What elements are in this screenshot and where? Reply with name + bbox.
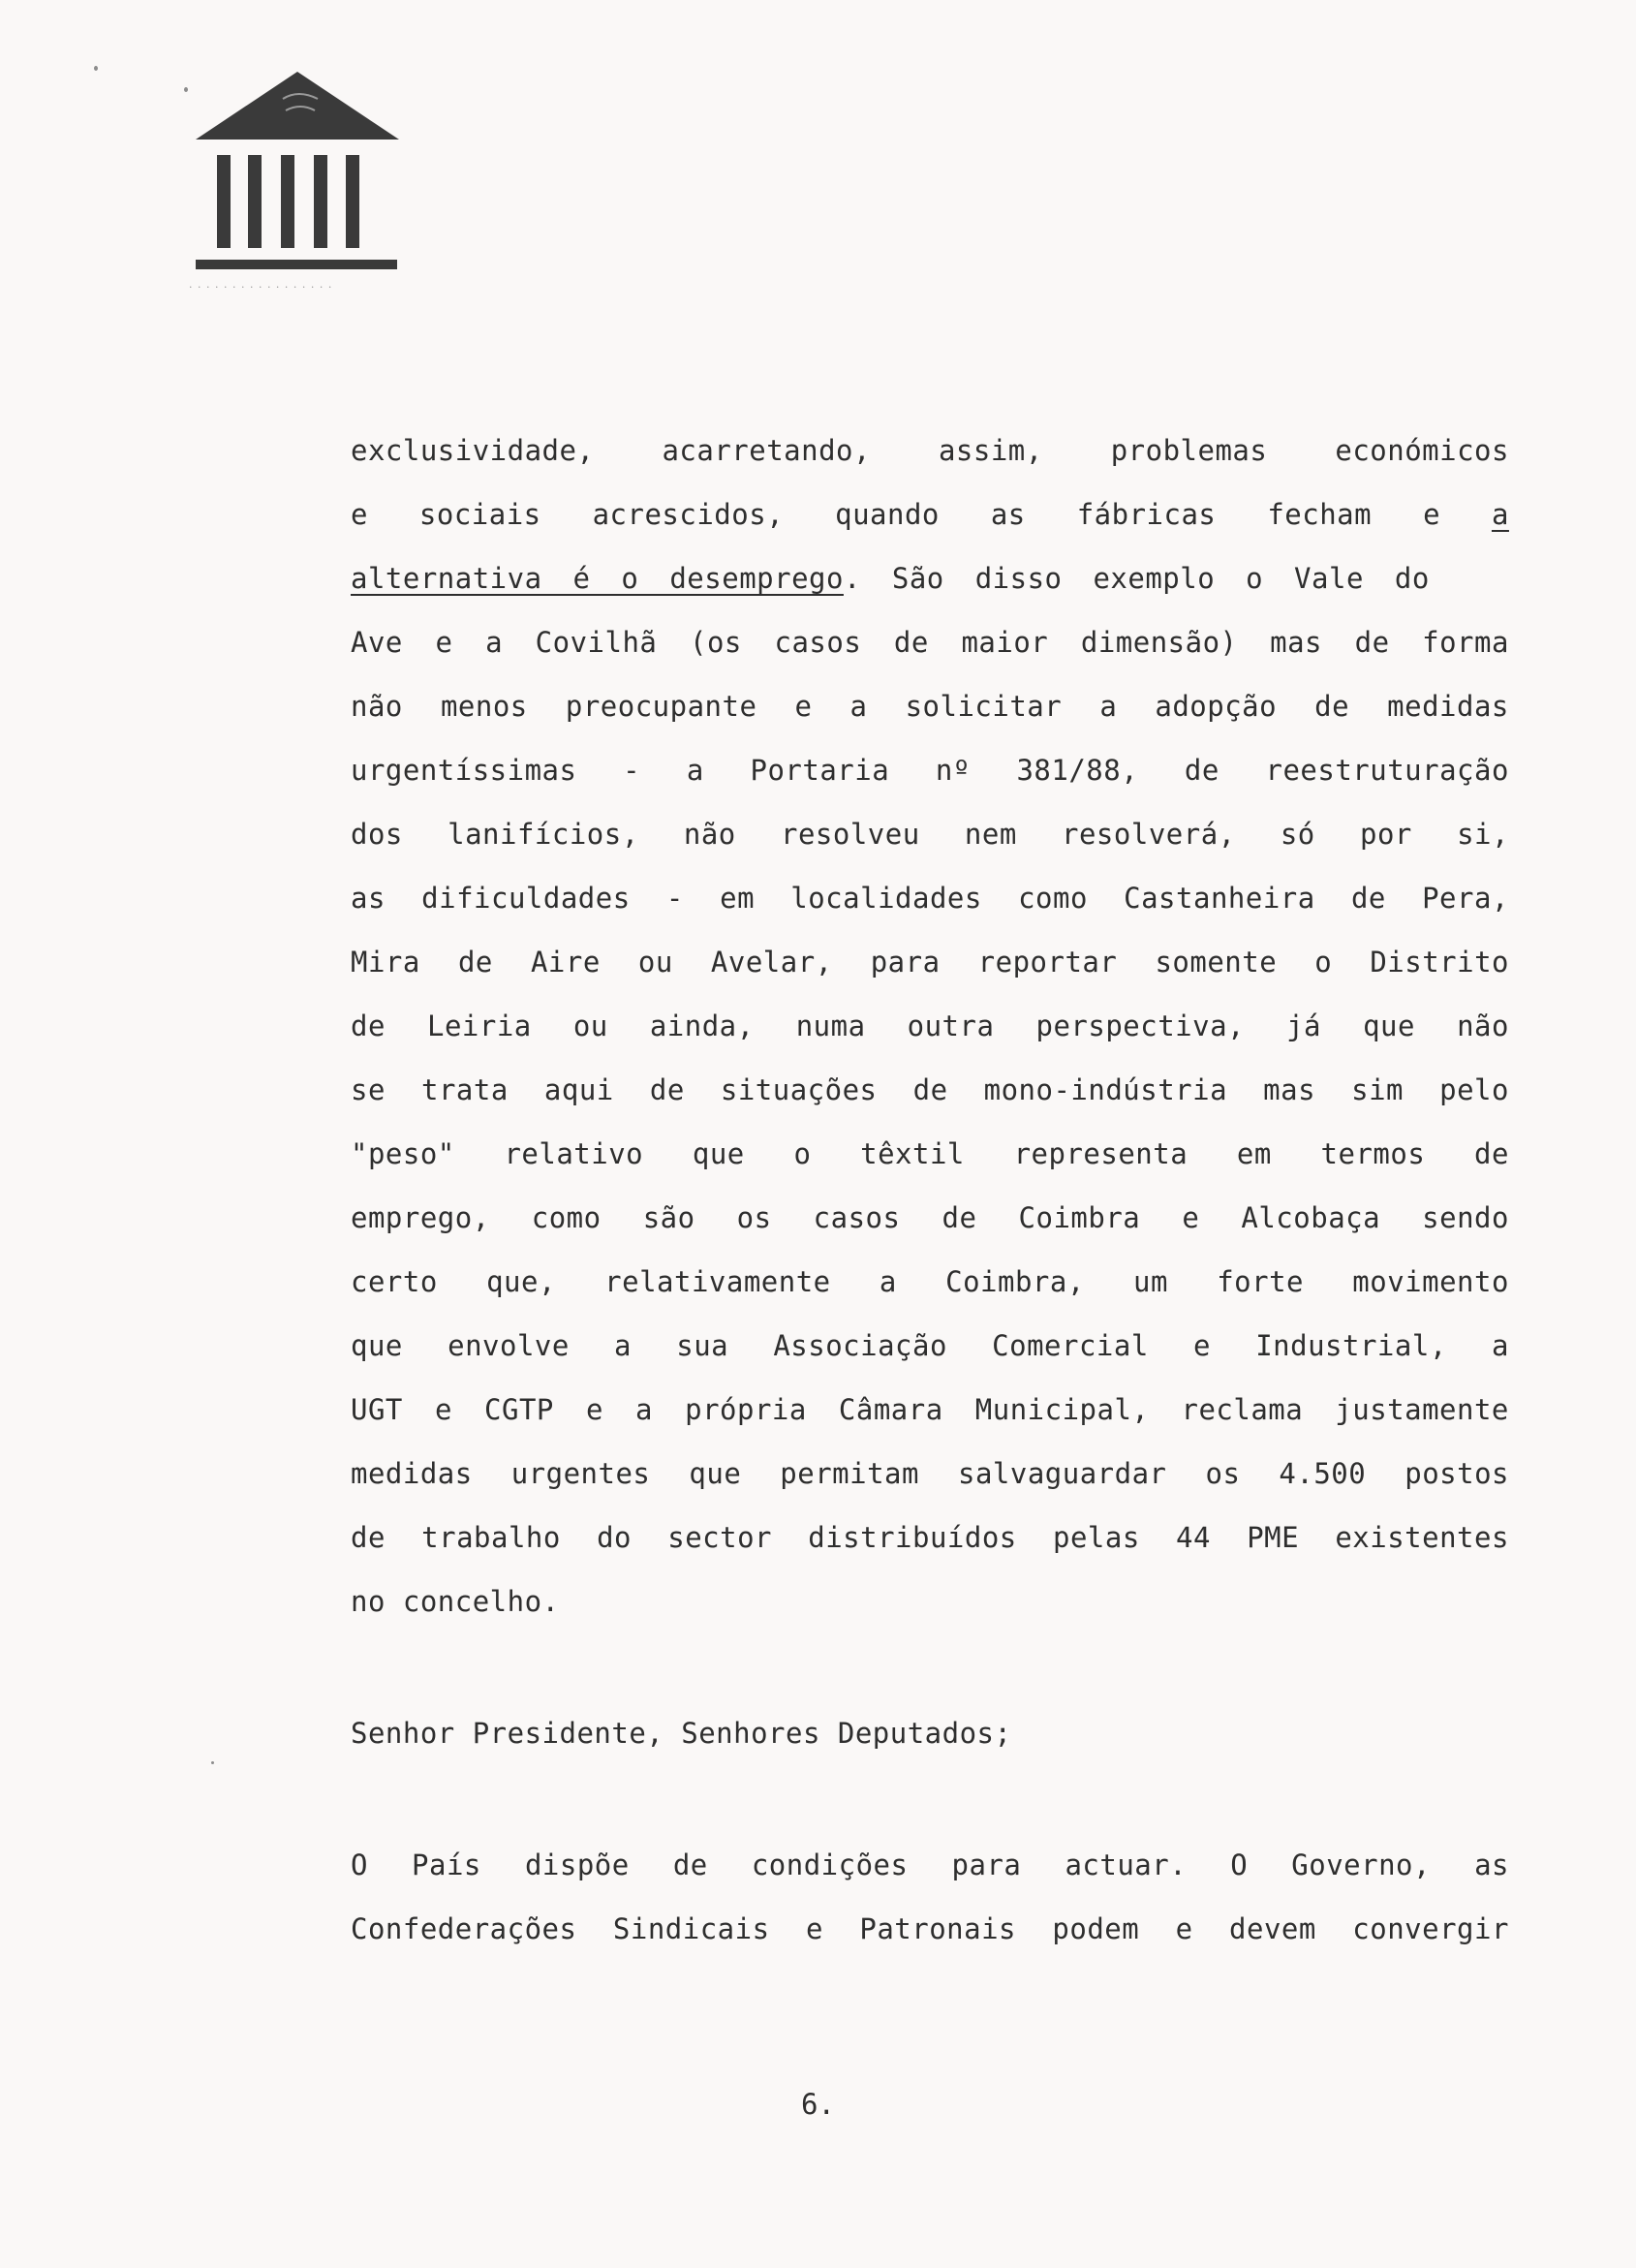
- word: Distrito: [1370, 946, 1509, 979]
- underlined-phrase: alternativa é o desemprego: [351, 562, 844, 595]
- word: acrescidos,: [592, 498, 785, 531]
- text-line: [351, 1058, 1509, 1122]
- text-line: [351, 1378, 1509, 1442]
- word: e: [351, 498, 368, 531]
- word: Confederações: [351, 1912, 577, 1945]
- word: existentes: [1335, 1521, 1509, 1554]
- word: trabalho: [421, 1521, 561, 1554]
- word: e: [794, 690, 813, 723]
- word: a: [1492, 1329, 1509, 1362]
- page-number: 6.: [801, 2088, 835, 2121]
- text-line: [351, 994, 1509, 1058]
- paragraph-1: [351, 419, 1509, 1633]
- word: sua: [676, 1329, 729, 1362]
- word: relativamente: [604, 1265, 831, 1298]
- word: perspectiva,: [1035, 1010, 1246, 1042]
- word: UGT: [351, 1393, 403, 1426]
- word: de: [1354, 626, 1390, 659]
- word: (os: [689, 626, 742, 659]
- word: reclama: [1181, 1393, 1304, 1426]
- word: Aire: [530, 946, 601, 979]
- word: em: [720, 882, 756, 915]
- word: de: [351, 1010, 386, 1042]
- text-line: [351, 1186, 1509, 1250]
- word: e: [1182, 1201, 1200, 1234]
- word: a: [879, 1265, 897, 1298]
- word: para: [870, 946, 941, 979]
- word: somente: [1155, 946, 1278, 979]
- scan-speck: [184, 87, 188, 92]
- word: a: [485, 626, 504, 659]
- word: salvaguardar: [957, 1457, 1167, 1490]
- word: e: [1423, 498, 1441, 531]
- word: reportar: [977, 946, 1118, 979]
- word: de: [1474, 1137, 1509, 1170]
- word: forte: [1217, 1265, 1305, 1298]
- word: não: [351, 690, 403, 723]
- word: 44: [1176, 1521, 1211, 1554]
- salutation: Senhor Presidente, Senhores Deputados;: [351, 1717, 1012, 1750]
- word: mas: [1270, 626, 1322, 659]
- word: localidades: [790, 882, 982, 915]
- word: urgentes: [510, 1457, 651, 1490]
- text-line: [351, 610, 1509, 674]
- word: nº: [935, 754, 971, 787]
- word: relativo: [504, 1137, 644, 1170]
- body-text: [351, 419, 1509, 1961]
- word: medidas: [1387, 690, 1509, 723]
- word: termos: [1320, 1137, 1426, 1170]
- word: certo: [351, 1265, 438, 1298]
- word: e: [1193, 1329, 1211, 1362]
- word: O: [351, 1849, 368, 1881]
- word: e: [585, 1393, 603, 1426]
- word: de: [941, 1201, 977, 1234]
- word: solicitar: [905, 690, 1063, 723]
- text-line: [351, 1897, 1509, 1961]
- word: casos: [774, 626, 862, 659]
- word: de: [649, 1073, 685, 1106]
- word: em: [1236, 1137, 1272, 1170]
- word: ainda,: [649, 1010, 755, 1042]
- word: movimento: [1352, 1265, 1509, 1298]
- word: devem: [1229, 1912, 1316, 1945]
- word: ou: [572, 1010, 608, 1042]
- word: um: [1133, 1265, 1168, 1298]
- word: numa: [795, 1010, 866, 1042]
- parliament-building-icon: [194, 70, 402, 302]
- word: quando: [835, 498, 940, 531]
- word: para: [951, 1849, 1022, 1881]
- text-line: [351, 866, 1509, 930]
- word: de: [1350, 882, 1386, 915]
- word: -: [665, 882, 684, 915]
- word: emprego,: [351, 1201, 490, 1234]
- word: não: [683, 818, 736, 851]
- word: pelo: [1439, 1073, 1509, 1106]
- word: dispõe: [524, 1849, 630, 1881]
- word: e: [1175, 1912, 1193, 1945]
- word: Associação: [773, 1329, 947, 1362]
- word: Comercial: [992, 1329, 1149, 1362]
- word: Câmara: [838, 1393, 943, 1426]
- word: as: [990, 498, 1026, 531]
- scan-speck: [211, 1761, 214, 1764]
- word: e: [434, 1393, 452, 1426]
- word: pelas: [1052, 1521, 1140, 1554]
- word: se: [351, 1073, 386, 1106]
- word: própria: [685, 1393, 807, 1426]
- word: ou: [637, 946, 673, 979]
- text-line: [351, 546, 1509, 610]
- word: situações: [720, 1073, 878, 1106]
- word: já: [1286, 1010, 1322, 1042]
- word: menos: [440, 690, 528, 723]
- word: resolveu: [781, 818, 920, 851]
- word: o: [793, 1137, 812, 1170]
- word: permitam: [780, 1457, 919, 1490]
- word: Pera,: [1422, 882, 1509, 915]
- word: dimensão): [1080, 626, 1238, 659]
- text-line: [351, 738, 1509, 802]
- word: CGTP: [484, 1393, 554, 1426]
- word: País: [412, 1849, 481, 1881]
- word: aqui: [543, 1073, 614, 1106]
- line-rest: . São disso exemplo o Vale do: [843, 562, 1430, 595]
- word: podem: [1052, 1912, 1140, 1945]
- word: PME: [1247, 1521, 1300, 1554]
- word: condições: [751, 1849, 909, 1881]
- word: a: [1099, 690, 1118, 723]
- word: Covilhã: [535, 626, 658, 659]
- word: a: [614, 1329, 633, 1362]
- word: os: [1205, 1457, 1241, 1490]
- word: acarretando,: [662, 434, 871, 467]
- word: têxtil: [860, 1137, 965, 1170]
- scan-speck: [94, 66, 98, 71]
- word: que: [351, 1329, 403, 1362]
- word: reestruturação: [1265, 754, 1509, 787]
- text-line: [351, 674, 1509, 738]
- word: a: [1491, 498, 1509, 531]
- word: nem: [964, 818, 1017, 851]
- text-line: [351, 1833, 1509, 1897]
- text-line: [351, 1250, 1509, 1314]
- word: Mira: [351, 946, 420, 979]
- word: como: [531, 1201, 602, 1234]
- word: fecham: [1267, 498, 1373, 531]
- word: sim: [1351, 1073, 1404, 1106]
- text-line: [351, 1122, 1509, 1186]
- word: de: [1184, 754, 1219, 787]
- word: trata: [421, 1073, 509, 1106]
- word: O: [1230, 1849, 1249, 1881]
- word: o: [1314, 946, 1333, 979]
- word: Patronais: [859, 1912, 1016, 1945]
- text-line: [351, 419, 1509, 482]
- text-line: [351, 1442, 1509, 1506]
- word: de: [893, 626, 929, 659]
- word: si,: [1457, 818, 1509, 851]
- text-line: [351, 482, 1509, 546]
- word: adopção: [1155, 690, 1278, 723]
- word: convergir: [1352, 1912, 1509, 1945]
- word: sociais: [418, 498, 541, 531]
- word: de: [1314, 690, 1350, 723]
- word: -: [623, 754, 641, 787]
- word: Sindicais: [612, 1912, 770, 1945]
- text-line: [351, 1314, 1509, 1378]
- word: dificuldades: [421, 882, 631, 915]
- word: de: [457, 946, 493, 979]
- word: as: [1474, 1849, 1509, 1881]
- word: a: [686, 754, 704, 787]
- word: os: [736, 1201, 772, 1234]
- text-line: [351, 1506, 1509, 1569]
- word: preocupante: [565, 690, 757, 723]
- word: não: [1457, 1010, 1509, 1042]
- word: actuar.: [1065, 1849, 1188, 1881]
- word: distribuídos: [808, 1521, 1017, 1554]
- word: maior: [961, 626, 1049, 659]
- word: sendo: [1422, 1201, 1509, 1234]
- word: Castanheira: [1124, 882, 1315, 915]
- word: Coimbra,: [945, 1265, 1085, 1298]
- word: justamente: [1335, 1393, 1509, 1426]
- word: Portaria: [750, 754, 890, 787]
- word: e: [805, 1912, 823, 1945]
- word: que: [689, 1457, 742, 1490]
- word: Ave: [351, 626, 403, 659]
- word: Alcobaça: [1241, 1201, 1381, 1234]
- word: urgentíssimas: [351, 754, 577, 787]
- word: 4.500: [1279, 1457, 1367, 1490]
- word: representa: [1013, 1137, 1188, 1170]
- word: a: [849, 690, 868, 723]
- word: lanifícios,: [448, 818, 639, 851]
- word: de: [672, 1849, 708, 1881]
- word: como: [1018, 882, 1088, 915]
- word: de: [351, 1521, 386, 1554]
- word: e: [435, 626, 453, 659]
- word: as: [351, 882, 386, 915]
- word: Coimbra: [1018, 1201, 1141, 1234]
- word: que,: [486, 1265, 556, 1298]
- word: que: [692, 1137, 745, 1170]
- word: resolverá,: [1062, 818, 1236, 851]
- word: que: [1363, 1010, 1415, 1042]
- word: Industrial,: [1255, 1329, 1447, 1362]
- word: só: [1280, 818, 1315, 851]
- word: sector: [667, 1521, 772, 1554]
- word: forma: [1422, 626, 1509, 659]
- text-line: [351, 930, 1509, 994]
- word: Governo,: [1291, 1849, 1431, 1881]
- word: por: [1359, 818, 1412, 851]
- word: económicos: [1335, 434, 1509, 467]
- logo-caption: · · · · · · · · · · · · · · · · ·: [189, 281, 333, 294]
- word: fábricas: [1076, 498, 1217, 531]
- word: envolve: [448, 1329, 570, 1362]
- word: mono-indústria: [983, 1073, 1228, 1106]
- word: de: [912, 1073, 948, 1106]
- word: outra: [907, 1010, 995, 1042]
- word: Leiria: [427, 1010, 532, 1042]
- paragraph-2: [351, 1833, 1509, 1961]
- word: medidas: [351, 1457, 473, 1490]
- word: Municipal,: [974, 1393, 1150, 1426]
- word: são: [642, 1201, 695, 1234]
- word: postos: [1404, 1457, 1509, 1490]
- word: assim,: [938, 434, 1043, 467]
- text-line: no concelho.: [351, 1585, 560, 1618]
- word: a: [635, 1393, 654, 1426]
- word: problemas: [1110, 434, 1268, 467]
- word: exclusividade,: [351, 434, 595, 467]
- word: Avelar,: [710, 946, 833, 979]
- word: dos: [351, 818, 403, 851]
- word: casos: [813, 1201, 901, 1234]
- word: 381/88,: [1016, 754, 1139, 787]
- word: mas: [1263, 1073, 1316, 1106]
- word: do: [597, 1521, 632, 1554]
- word: "peso": [351, 1137, 455, 1170]
- text-line: [351, 802, 1509, 866]
